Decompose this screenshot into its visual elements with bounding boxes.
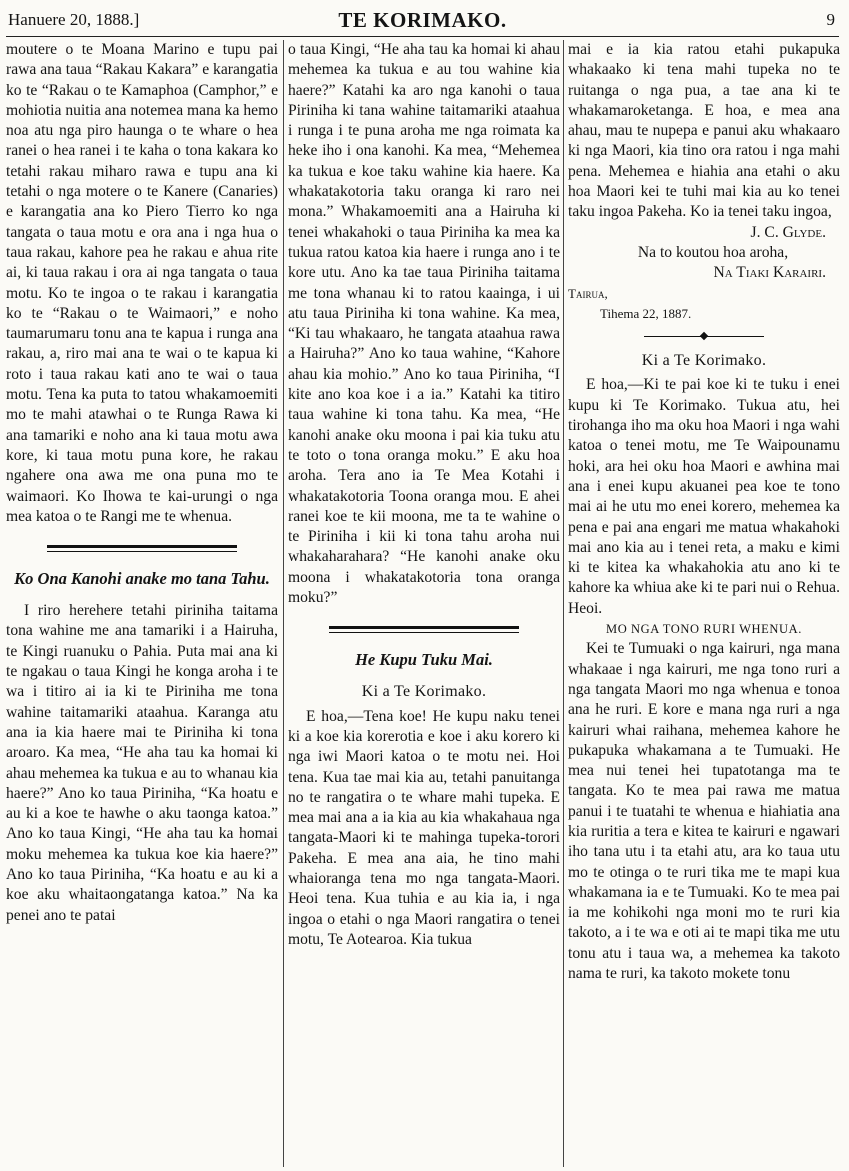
signature: Na Tiaki Karairi. [713, 264, 826, 282]
header-date: Hanuere 20, 1888.] [8, 10, 140, 29]
notice-paragraph: Kei te Tumuaki o nga kairuri, nga mana whakaae i nga kairuri, me nga tono ruri a nga tangata Maori mo nga whenua e tonoa ana he ruri. E kore e mana nga ruri a nga kairuri whai raihana, mehemea kahore he pukapuka whakamana a te Tumuaki. He mea nui tenei hei tupatotanga ma te tangata. Ko te mea pai rawa me matua panui i te tuatahi te whenua e hiahiatia ana kia ruritia a tera e kitea te kairuri e ngawari iho tana utu i ta etahi atu, ara ko taua utu mo te otinga o te ruri tika me te mapi kua whakamana ia e te Tumuaki. Ko te mea pai ia me kohikohi nga moni mo te ruri kia takoto, a i te wa e oti ai te mapi tika me utu tonu atu i taua wa, a mehemea ka takoto nama te ruri, ka takoto mokete tonu [568, 640, 840, 983]
letter-addressee: Ki a Te Korimako. [361, 683, 487, 701]
section-title: He Kupu Tuku Mai. [355, 650, 493, 670]
divider-ornament [700, 332, 708, 340]
section-divider [47, 545, 237, 552]
letter-addressee: Ki a Te Korimako. [641, 352, 767, 370]
letter-place: Tairua, [568, 285, 608, 301]
column-1 [6, 40, 278, 1167]
page-number: 9 [826, 10, 835, 29]
section-divider [329, 626, 519, 633]
column-divider [283, 40, 284, 1167]
column-2 [288, 40, 560, 1167]
article-paragraph: o taua Kingi, “He aha tau ka homai ki ahau mehemea ka tukua e au tou wahine kia haere?” Katahi ka aro nga kanohi o taua Piriniha ki tana wahine taitamariki ataahua i runga i te puna aroha me nga roimata ka heke iho i ona kanohi. Ka mea, “Mehemea ka tukua e koe taku wahine kia haere. Ka whakatakotoria taku oranga ki raro nei mona.” Whakamoemiti ana a Hairuha ki tenei whakahoki o taua Piriniha ka mea ka tukua ratou katoa kia haere i runga ano i te kore utu. Ano ka tae taua Piriniha taitama me tona whanau ki to ratou kaainga, i ui atu taua Piriniha ki tona wahine. Ka mea, “Ki tau whakaaro, he tangata ataahua rawa a Hairuha?” Ano ko taua wahine, “Kahore ahau kia mohio.” Ano ko taua Piriniha, “I kite ano koa koe i a ia.” Katahi ka titiro taua wahine ki tona tahu. Ka mea, “He kanohi anake oku moona i pai kia tuku atu te toto o tona oranga moku.” E aku hoa aroha. Tera ano ia Te Mea Kotahi i whakatakotoria Toona oranga mou. E ahei ranei koe te kii moona, me ta te wahine o te Piriniha i kii ki tona tahu aroha nui whakaharahara? “He kanohi anake oku moona i whakatakotoria tona oranga moku?” [288, 41, 560, 607]
signature: J. C. Glyde. [750, 223, 826, 241]
masthead-title: TE KORIMAKO. [338, 8, 507, 32]
column-divider [563, 40, 564, 1167]
notice-heading: MO NGA TONO RURI WHENUA. [605, 622, 802, 637]
section-divider [644, 336, 764, 337]
letter-paragraph: E hoa,—Ki te pai koe ki te tuku i enei kupu ki Te Korimako. Tukua atu, hei tirohanga iho ma oku hoa Maori i nga wahi katoa o tenei motu, me Te Waipounamu hoki, ara hei oku hoa Maori e awhina mai ana i enei kupu akuanei pea koe te tono mai ai he utu mo enei korero, mehemea ka pena e pai ana engari me matua whakahoki mai ano kia au i tenei reta, a maku e kimi ki te kitea ka whakahokia atu ano ki te kahore ka whiua ake ki te pari nui o Rehua. Heoi. [568, 376, 840, 617]
page-header [6, 6, 839, 37]
letter-paragraph: mai e ia kia ratou etahi pukapuka whakaako ki tena mahi tupeka no te ruitanga o nga pua, a tae ana ki te whakamaroketanga. E hoa, e mea ana ahau, mau te nupepa e panui aku whakaaro ki nga Maori, kia tino ora ratou i nga mahi pena. Mehemea e hiahia ana etahi o aku hoa Maori kei te tuhi mai kia au ko tenei taku ingoa Pakeha. Ko ia tenei taku ingoa, [568, 41, 840, 221]
section-title: Ko Ona Kanohi anake mo tana Tahu. [14, 569, 270, 589]
letter-paragraph: E hoa,—Tena koe! He kupu naku tenei ki a koe kia korerotia e koe i aku korero ki nga iwi Maori katoa o te motu nei. Hoi tena. Kua tae mai kia au, tetahi panuitanga no te rangatira o te whare mahi tupeka. E mea mai ana a ia kia au kia whakahaua nga tangata-Maori ki te mahinga tupeka-torori Pakeha. E mea ana aia, he tino mahi whaioranga tena mo nga tangata-Maori. Heoi tena. Kua tuhia e au kia ia, i nga ingoa o etahi o nga Maori rangatira o tenei motu, Te Aotearoa. Kia tukua [288, 707, 560, 948]
column-3 [568, 40, 840, 1167]
article-paragraph: I riro herehere tetahi piriniha taitama tona wahine me ana tamariki i a Hairuha, te Kingi ruanuku o Pahia. Puta mai ana ki te ngakau o taua Kingi he konga aroha i te wa i titiro ai ia ki te Piriniha me tona wahine taitamariki ataahua. Karanga atu ana ia kia haere mai te Piriniha ki tona aroaro. Ka mea, “He aha tau ka homai ki ahau mehemea ka tukua e au to whanau kia haere?” Ano ko taua Piriniha, “Ka hoatu e au ki a koe te hawhe o aku taonga katoa.” Ano ko taua Kingi, “He aha tau ka homai moku mehemea ka tukua koe kia haere?” Ano ko taua Piriniha, “Ka hoatu e au ki a koe aku whaitaongatanga katoa.” Na ka penei ano te patai [6, 602, 278, 924]
article-paragraph: moutere o te Moana Marino e tupu pai rawa ana taua “Rakau Kakara” e karangatia ko te “Rakau o te Kamaphoa (Camphor,” e mohiotia nuitia ana notemea mana ka hemo noa atu nga piro haunga o te whare o hea ranei o hea ranei i te kaha o tona kakara ko tetahi rakau miharo rawa e tupu ana ki tetahi o nga motere o te Kanere (Canaries) e karangatia ana ko Piero Tierro ko nga tangata o taua motu e ora ana i nga hua o taua rakau, kahore pea he rakau e ahua rite ai, ki taua rakau i ora ai nga tangata o taua motu. Ko te ingoa o te rakau i karangatia ko te “Rakau o te Waimaori,” e noho taumarumaru tonu ana te kapua i runga ana rakau, a, riro mai ana te wai o te kapua ki roto i taua rakau kati ano te wai o taua motu. Tena ka puta to tatou whakamoemiti mo te mahi atawhai o te Runga Rawa ki ana tamariki e noho ana ki taua motu awa kore, ki taua motu puna kore, he rakau ngahere ona awa me ona puna mo te waimaori. Ko Ihowa te kai-urungi o nga mea katoa o te Rangi me te whenua. [6, 41, 278, 525]
letter-closing: Na to koutou hoa aroha, [637, 243, 789, 261]
letter-date: Tihema 22, 1887. [600, 305, 692, 321]
